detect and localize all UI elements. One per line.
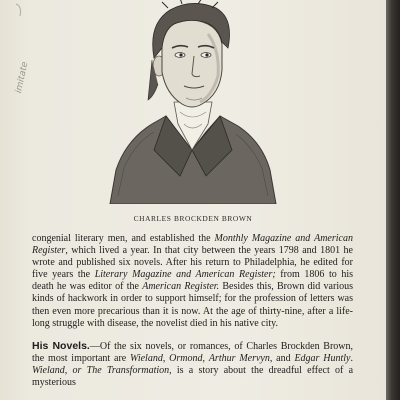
text-span: , bbox=[202, 352, 209, 364]
text-span: congenial literary men, and established the bbox=[32, 233, 215, 244]
text-span: , is a story about the dreadful effect of a mysterious bbox=[32, 364, 354, 389]
text-span: from 1806 to his death he was editor of the bbox=[32, 269, 353, 293]
text-span: —Of the six novels, or romances, of Charles Brockden Brown, the most important are bbox=[32, 340, 354, 364]
text-span: , which lived a year. In that city between the years 1798 and 1801 he wrote and published six novels. After his return to Philadelphia, he edited for five years the bbox=[32, 245, 353, 281]
text-span: . bbox=[350, 352, 353, 364]
paragraph-biography bbox=[32, 233, 353, 330]
title-arthur-mervyn: Arthur Mervyn bbox=[208, 352, 270, 364]
text-span: , bbox=[162, 352, 170, 364]
portrait-engraving bbox=[108, 0, 278, 204]
title-wieland: Wieland bbox=[130, 352, 163, 364]
title-monthly-magazine: Monthly Magazine and American Register bbox=[32, 233, 353, 257]
handwritten-margin-note: imitate bbox=[14, 60, 31, 95]
section-heading-his-novels: His Novels. bbox=[32, 339, 90, 352]
title-literary-magazine: Literary Magazine and American Register; bbox=[94, 269, 276, 281]
paragraph-novels bbox=[32, 340, 353, 389]
text-span: Besides this, Brown did various kinds of hackwork in order to support himself; for the profession of letters was then even more precarious than it is now. At the age of thirty-nine, after a life-long struggle with disease, the novelist died in his native city. bbox=[32, 281, 353, 329]
pencil-mark-top bbox=[14, 2, 28, 18]
body-text bbox=[32, 233, 353, 389]
title-edgar-huntly: Edgar Huntly bbox=[294, 352, 351, 364]
title-wieland-transformation: Wieland, or The Transformation bbox=[32, 364, 170, 376]
book-page-edge bbox=[386, 0, 400, 400]
portrait-caption: CHARLES BROCKDEN BROWN bbox=[133, 214, 253, 223]
title-american-register: American Register. bbox=[142, 281, 220, 293]
title-ormond: Ormond bbox=[169, 352, 203, 364]
text-span: , and bbox=[269, 352, 295, 364]
